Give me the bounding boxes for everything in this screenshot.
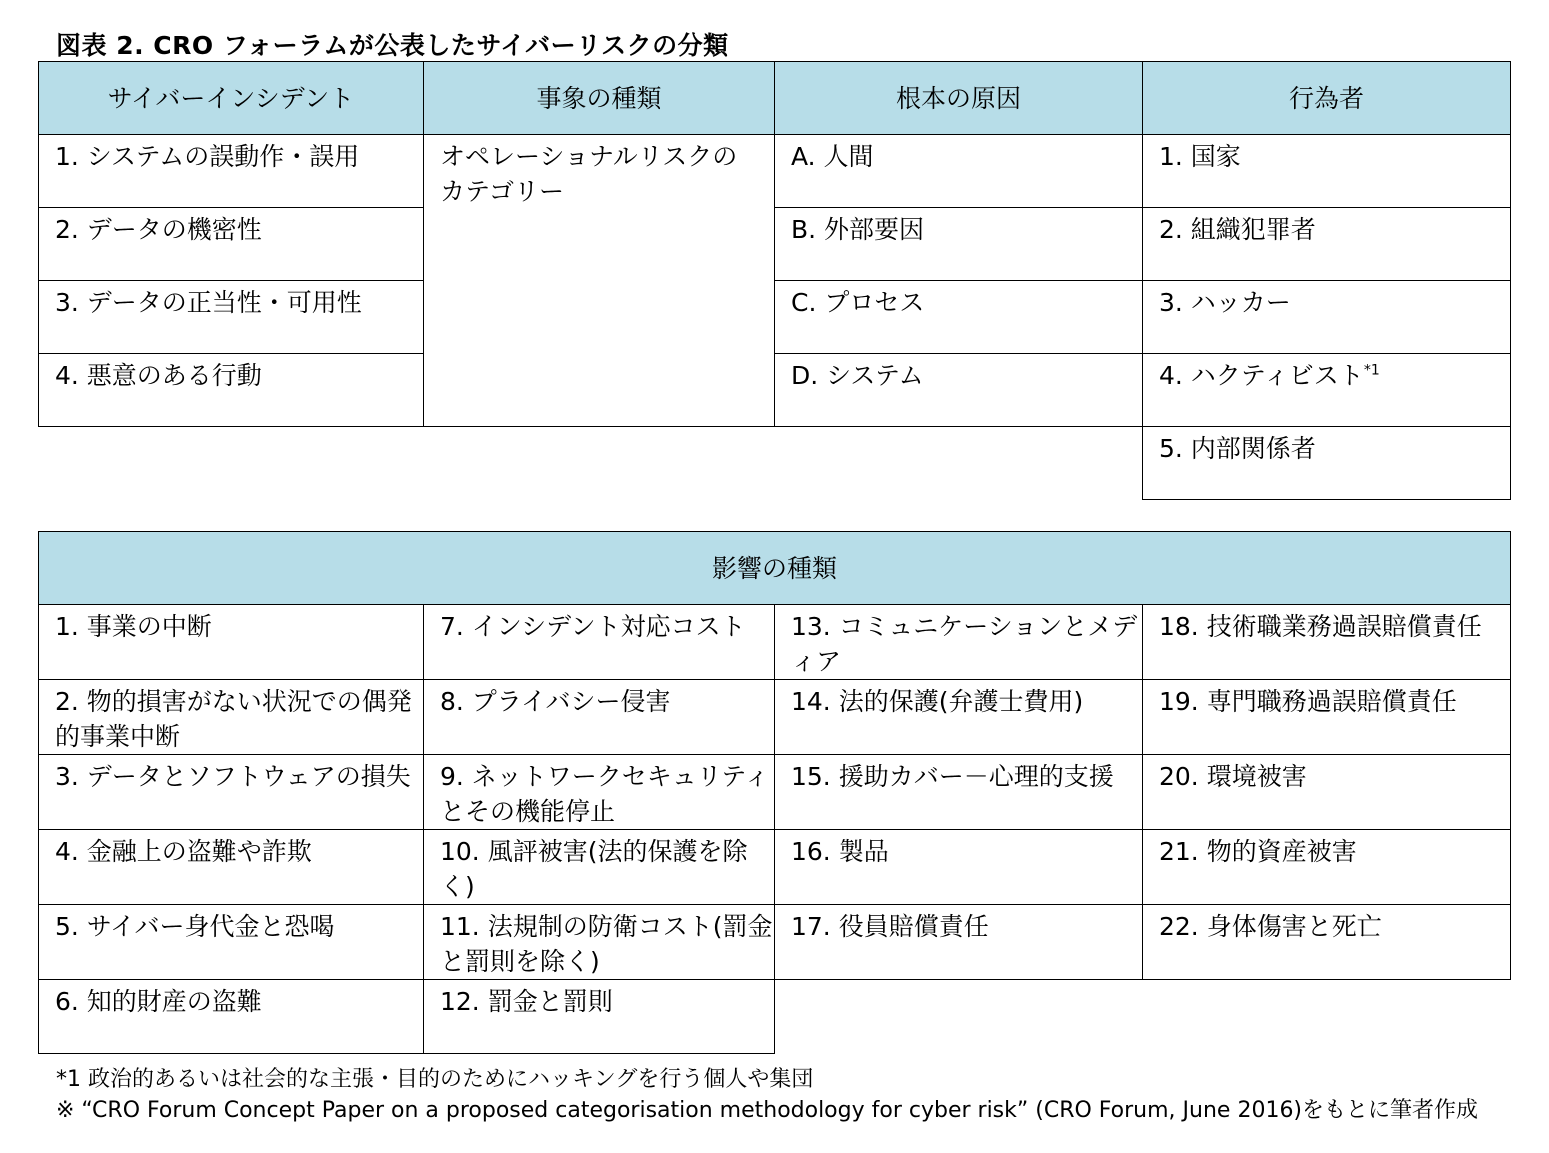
blank-cell [39,427,424,500]
table-row [39,605,1511,680]
actor-cell: 2. 組織犯罪者 [1143,208,1511,281]
actor-label: 4. ハクティビスト [1159,361,1364,390]
impact-cell: 10. 風評被害(法的保護を除く) [424,830,775,905]
impact-cell: 16. 製品 [775,830,1143,905]
impact-cell: 8. プライバシー侵害 [424,680,775,755]
table-header-row [39,62,1511,135]
impact-cell: 12. 罰金と罰則 [424,980,775,1054]
table-row [39,830,1511,905]
footnote-mark: *1 [1363,362,1380,379]
impact-cell: 1. 事業の中断 [39,605,424,680]
actor-cell: 1. 国家 [1143,135,1511,208]
table-row [39,427,1511,500]
root-cause-cell: C. プロセス [775,281,1143,354]
incident-cell: 4. 悪意のある行動 [39,354,424,427]
source-note: ※ “CRO Forum Concept Paper on a proposed categorisation methodology for cyber risk” (CRO Forum, June 2016)をもとに筆者作成 [56,1098,1479,1123]
blank-cell [1143,980,1511,1054]
impact-cell: 22. 身体傷害と死亡 [1143,905,1511,980]
table-header-row [39,532,1511,605]
impact-cell: 18. 技術職業務過誤賠償責任 [1143,605,1511,680]
event-type-cell: オペレーショナルリスクのカテゴリー [424,135,775,427]
actor-cell: 3. ハッカー [1143,281,1511,354]
impact-cell: 21. 物的資産被害 [1143,830,1511,905]
table-row [39,905,1511,980]
impact-cell: 2. 物的損害がない状況での偶発的事業中断 [39,680,424,755]
table-row [39,208,1511,281]
root-cause-cell: D. システム [775,354,1143,427]
incident-cell: 1. システムの誤動作・誤用 [39,135,424,208]
table-row [39,281,1511,354]
table-row [39,680,1511,755]
footnotes [56,1064,1478,1126]
impact-cell: 4. 金融上の盗難や詐欺 [39,830,424,905]
actor-cell: 5. 内部関係者 [1143,427,1511,500]
impact-cell: 5. サイバー身代金と恐喝 [39,905,424,980]
impact-cell: 6. 知的財産の盗難 [39,980,424,1054]
actor-cell [1143,354,1511,427]
impact-cell: 20. 環境被害 [1143,755,1511,830]
cyber-risk-classification-table [38,61,1511,500]
impact-cell: 9. ネットワークセキュリティとその機能停止 [424,755,775,830]
table-row [39,980,1511,1054]
figure-title: 図表 2. CRO フォーラムが公表したサイバーリスクの分類 [56,31,729,60]
impact-cell: 19. 専門職務過誤賠償責任 [1143,680,1511,755]
header-actor: 行為者 [1143,62,1511,135]
incident-cell: 3. データの正当性・可用性 [39,281,424,354]
impact-cell: 13. コミュニケーションとメディア [775,605,1143,680]
impact-cell: 14. 法的保護(弁護士費用) [775,680,1143,755]
impact-cell: 11. 法規制の防衛コスト(罰金と罰則を除く) [424,905,775,980]
header-event-type: 事象の種類 [424,62,775,135]
impact-cell: 15. 援助カバー－心理的支援 [775,755,1143,830]
footnote-1: *1 政治的あるいは社会的な主張・目的のためにハッキングを行う個人や集団 [56,1067,814,1092]
header-root-cause: 根本の原因 [775,62,1143,135]
blank-cell [775,980,1143,1054]
incident-cell: 2. データの機密性 [39,208,424,281]
table-row [39,354,1511,427]
blank-cell [775,427,1143,500]
header-impact-type: 影響の種類 [39,532,1511,605]
impact-cell: 17. 役員賠償責任 [775,905,1143,980]
impact-types-table [38,531,1511,1054]
impact-cell: 7. インシデント対応コスト [424,605,775,680]
table-row [39,755,1511,830]
root-cause-cell: A. 人間 [775,135,1143,208]
header-cyber-incident: サイバーインシデント [39,62,424,135]
root-cause-cell: B. 外部要因 [775,208,1143,281]
impact-cell: 3. データとソフトウェアの損失 [39,755,424,830]
table-row [39,135,1511,208]
blank-cell [424,427,775,500]
